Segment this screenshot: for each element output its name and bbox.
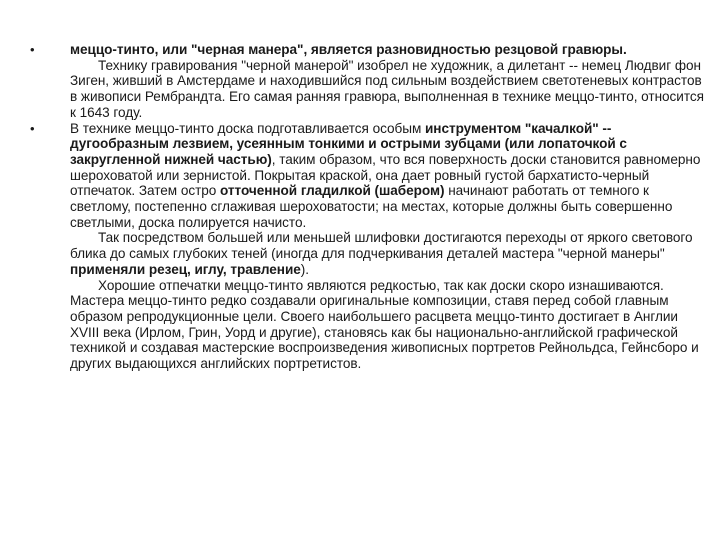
text-segment: Так посредством большей или меньшей шлифовки достигаются переходы от яркого светового блика до самых глубоких теней (иногда для подчеркивания деталей мастера "черной манеры" <box>70 230 693 262</box>
text-segment: В технике меццо-тинто доска подготавливается особым <box>70 120 425 136</box>
bullet-icon: • <box>30 120 35 136</box>
heading-rest: , или "черная манера", является разновидностью резцовой гравюры. <box>154 42 627 57</box>
item-heading <box>70 42 627 57</box>
bullet-icon: • <box>30 42 35 57</box>
text-segment: начинают работать от темного к светлому, постепенно сглаживая шероховатости; на местах, которые должны быть совершенно светлыми, доска полируется начисто. <box>70 183 673 230</box>
term-mezzotint: меццо-тинто <box>70 42 155 57</box>
term-scraper: отточенной гладилкой (шабером) <box>220 183 445 199</box>
paragraph-polishing <box>70 230 710 277</box>
bullet-list <box>30 42 710 372</box>
list-item-technique <box>30 121 710 372</box>
paragraph-technique <box>70 121 700 230</box>
list-item-mezzotint-definition <box>30 42 710 121</box>
text-segment: , таким образом, что вся поверхность доски становится равномерно шероховатой или зернистой. Покрытая краской, она дает ровный густой бархатисто-черный отпечаток. Затем остро <box>70 151 701 199</box>
paragraph-history: Технику гравирования "черной манерой" изобрел не художник, а дилетант -- немец Людвиг фон Зиген, живший в Амстердаме и находившийся под сильным воздействием светотеневых контрастов в живописи Рембрандта. Его самая ранняя гравюра, выполненная в технике меццо-тинто, относится к 1643 году. <box>70 57 704 120</box>
term-rocker-tool: инструментом "качалкой" -- дугообразным лезвием, усеянным тонкими и острыми зубцами (или лопаточкой с закругленной нижней частью) <box>70 120 627 167</box>
paragraph-prints: Хорошие отпечатки меццо-тинто являются редкостью, так как доски скоро изнашиваются. Мастера меццо-тинто редко создавали оригинальные композиции, ставя перед собой главным образом репродукционные цели. Своего наибольшего расцвета меццо-тинто достигает в Англии XVIII века (Ирлом, Грин, Уорд и другие), становясь как бы национально-английской графической техникой и создавая мастерские воспроизведения живописных портретов Рейнольдса, Гейнсборо и других выдающихся английских портретистов. <box>70 277 699 372</box>
term-tools-applied: применяли резец, иглу, травление <box>70 261 301 277</box>
text-segment: ). <box>300 261 309 277</box>
